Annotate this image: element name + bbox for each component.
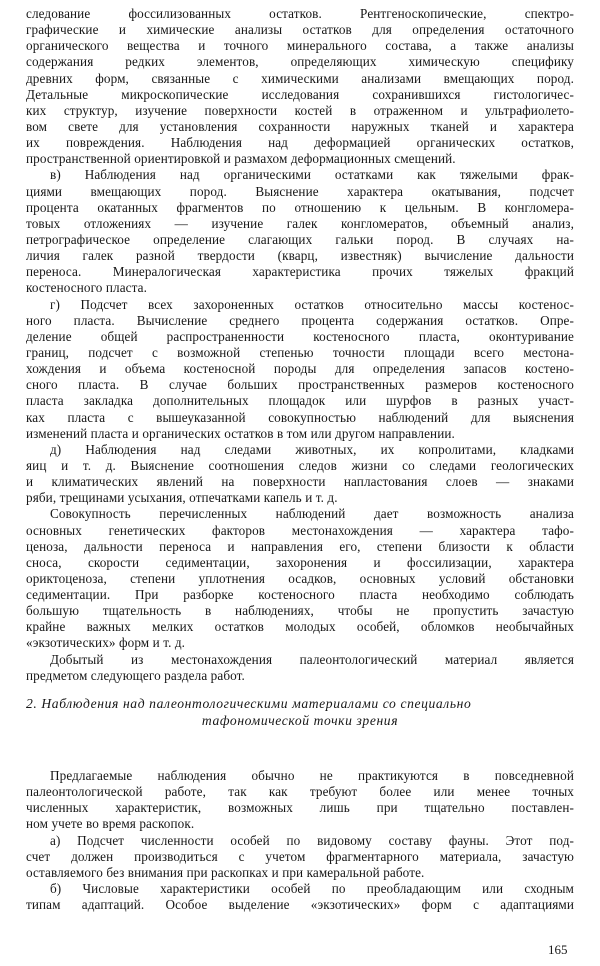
body-text-top [26,6,574,684]
text-line: крайне важных мелких остатков молодых особей, обломков необычайных [26,619,574,635]
text-line: костеносного пласта. [26,280,148,296]
text-line: г) Подсчет всех захороненных остатков относительно массы костенос- [50,296,574,312]
text-line: органического вещества и точного минерального состава, а также анализы [26,38,574,54]
text-line: Предлагаемые наблюдения обычно не практикуются в повседневной [50,768,574,783]
text-line: процента окатанных фрагментов по отношению к цельным. В конгломера- [26,199,574,215]
text-line: ориктоценоза, степени уплотнения осадков, основных условий обстановки [26,570,574,586]
text-line: переноса. Минералогическая характеристика прочих тяжелых фракций [26,264,574,280]
text-line: седиментации. При разборке костеносного пласта необходимо соблюдать [26,587,574,603]
text-line: Совокупность перечисленных наблюдений дает возможность анализа [50,506,574,522]
section-heading-line-2: тафономической точки зрения [201,713,399,728]
text-line: большую тщательность в наблюдениях, чтобы не пропустить зачастую [26,603,574,619]
text-line: б) Числовые характеристики особей по преобладающим или сходным [50,880,574,896]
text-line: оставляемого без внимания при раскопках и при камеральной работе. [26,864,425,880]
text-line: предметом следующего раздела работ. [26,667,245,683]
text-line: пространственной ориентировкой и размахом деформационных смещений. [26,151,456,167]
text-line: границ, подсчет с возможной степенью точности площади всего местона- [26,344,574,360]
text-line: графические и химические анализы остатков для определения остаточного [26,22,574,38]
text-line: в) Наблюдения над органическими остатками как тяжелыми фрак- [50,167,574,183]
text-line: «экзотических» форм и т. д. [26,635,186,651]
text-line: ках пласта с вышеуказанной совокупностью наблюдений для выяснения [26,409,574,425]
text-line: палеонтологической работе, так как требуют более или менее точных [26,784,574,800]
body-text-bottom [26,768,574,913]
page-number: 165 [548,942,568,957]
text-line: циями вмещающих пород. Выяснение характера окатывания, подсчет [26,183,574,199]
section-heading [26,695,574,729]
text-line: Детальные микроскопические исследования сохранившихся гистологичес- [26,86,574,102]
text-line: содержания редких элементов, определяющих химическую специфику [26,54,574,70]
text-line: счет должен производиться с учетом фрагментарного материала, зачастую [26,848,574,864]
text-line: следование фоссилизованных остатков. Рентгеноскопические, спектро- [26,6,574,21]
text-line: ценоза, дальности переноса и направления его, степени близости к области [26,538,574,554]
text-line: деление общей распространенности костеносного пласта, оконтуривание [26,328,574,344]
section-heading-line-1: 2. Наблюдения над палеонтологическими материалами со специально [26,696,472,711]
text-line: древних форм, связанные с химическими анализами вмещающих пород. [26,70,574,86]
text-line: яиц и т. д. Выяснение соотношения следов жизни со следами геологических [26,457,574,473]
text-line: Добытый из местонахождения палеонтологический материал является [50,651,574,667]
text-line: сного пласта. В случае больших пространственных размеров костеносного [26,377,574,393]
text-line: и климатических явлений на поверхности напластования слоев — знаками [26,474,574,490]
text-line: ного пласта. Вычисление среднего процента содержания остатков. Опре- [26,312,574,328]
text-line: сноса, скорости седиментации, захоронения и фоссилизации, характера [26,554,574,570]
text-line: пласта закладка дополнительных площадок или шурфов в разных участ- [26,393,574,409]
text-line: а) Подсчет численности особей по видовому составу фауны. Этот под- [50,832,574,848]
text-line: хождения и объема костеносной породы для определения запасов костено- [26,361,574,377]
text-line: изменений пласта и органических остатков в том или другом направлении. [26,425,455,441]
text-line: товых отложениях — изучение галек конгломератов, объемный анализ, [26,215,574,231]
text-line: численных характеристик, возможных лишь при тщательно поставлен- [26,800,574,816]
text-line: ряби, трещинами усыхания, отпечатками капель и т. д. [26,490,338,506]
text-line: типам адаптаций. Особое выделение «экзотических» форм с адаптациями [26,897,574,913]
text-line: основных генетических факторов местонахождения — характера тафо- [26,522,574,538]
text-line: ном учете во время раскопок. [26,816,195,832]
text-line: петрографическое определение слагающих гальки пород. В случаях на- [26,231,574,247]
text-line: вом свете для установления сохранности наружных тканей и характера [26,118,574,134]
text-line: д) Наблюдения над следами животных, их копролитами, кладками [50,441,574,457]
text-line: личия галек разной твердости (кварц, известняк) вычисление дальности [26,248,574,264]
text-line: ких структур, изучение поверхности костей в отраженном и ультрафиолето- [26,102,574,118]
text-line: их повреждения. Наблюдения над деформацией органических остатков, [26,135,574,151]
